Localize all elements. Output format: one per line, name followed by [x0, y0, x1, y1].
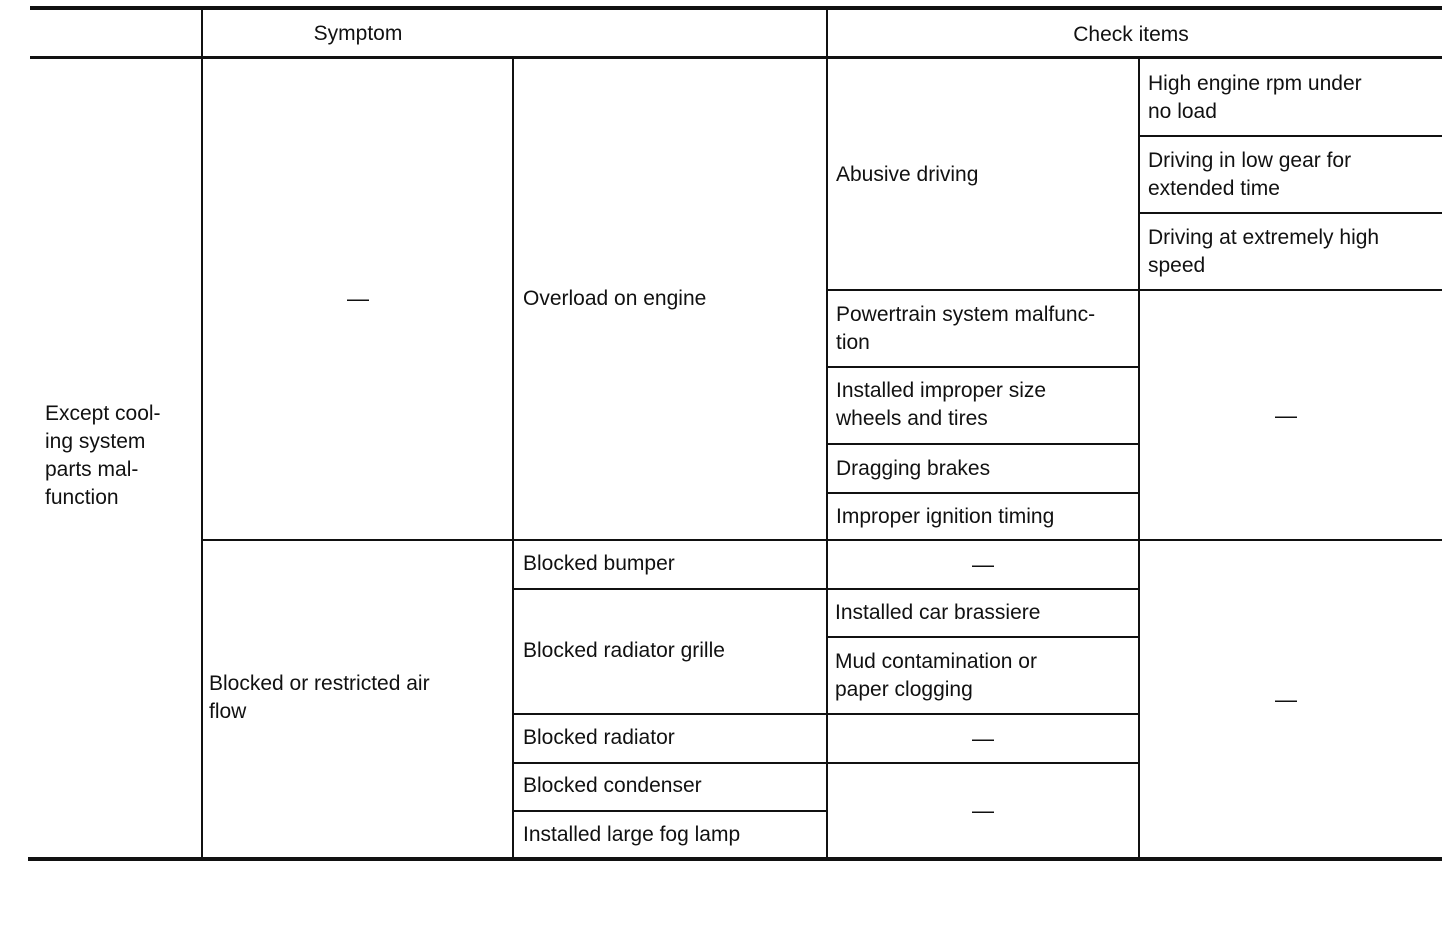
group2-name: Blocked or restricted air flow: [209, 672, 430, 723]
symptom-blocked-grille: Blocked radiator grille: [523, 639, 725, 662]
group2-details-dash: —: [1275, 687, 1297, 712]
header-symptom: Symptom: [313, 22, 403, 45]
symptom-divider-4: [512, 810, 826, 812]
check-dragging-brakes: Dragging brakes: [836, 457, 991, 480]
col-divider-4: [1138, 58, 1140, 859]
group1-name-dash: —: [347, 286, 369, 311]
check-divider-2: [826, 443, 1140, 445]
symptom-overload-on-engine: Overload on engine: [523, 287, 707, 310]
check-abusive-driving: Abusive driving: [836, 163, 979, 186]
check-improper-wheels: Installed improper size wheels and tires: [836, 379, 1047, 430]
check-improper-ignition: Improper ignition timing: [836, 505, 1055, 528]
symptom-divider-3: [512, 762, 1140, 764]
col-divider-1: [201, 8, 203, 859]
detail-high-engine-rpm: High engine rpm under no load: [1148, 72, 1362, 123]
group1-details-dash: —: [1275, 403, 1297, 428]
symptom-blocked-condenser: Blocked condenser: [523, 774, 702, 797]
symptom-large-fog-lamp: Installed large fog lamp: [523, 823, 741, 846]
detail-high-speed: Driving at extremely high speed: [1148, 226, 1380, 277]
detail-divider-1: [1138, 135, 1442, 137]
check-car-brassiere: Installed car brassiere: [835, 601, 1041, 624]
top-border: [30, 6, 1442, 10]
check-bumper-dash: —: [972, 552, 994, 577]
group-divider: [201, 539, 1442, 541]
check-divider-1: [826, 366, 1140, 368]
symptom-divider-1: [512, 588, 1140, 590]
header-check-items: Check items: [1073, 23, 1189, 46]
grille-check-divider: [826, 636, 1140, 638]
check-radiator-dash: —: [972, 726, 994, 751]
symptom-blocked-bumper: Blocked bumper: [523, 552, 675, 575]
symptom-blocked-radiator: Blocked radiator: [523, 726, 675, 749]
col-divider-2: [512, 58, 514, 859]
col-divider-3: [826, 8, 828, 859]
check-shared-dash: —: [972, 798, 994, 823]
header-bottom-border: [30, 56, 1442, 59]
symptom-divider-2: [512, 713, 1140, 715]
detail-divider-2: [1138, 212, 1442, 214]
check-mud-contamination: Mud contamination or paper clogging: [835, 650, 1037, 701]
detail-divider-3: [826, 289, 1442, 291]
category-label: Except cool- ing system parts mal- function: [45, 402, 161, 509]
check-powertrain-malfunction: Powertrain system malfunc- tion: [836, 303, 1096, 354]
detail-low-gear: Driving in low gear for extended time: [1148, 149, 1352, 200]
check-divider-3: [826, 492, 1140, 494]
bottom-border: [28, 857, 1442, 861]
